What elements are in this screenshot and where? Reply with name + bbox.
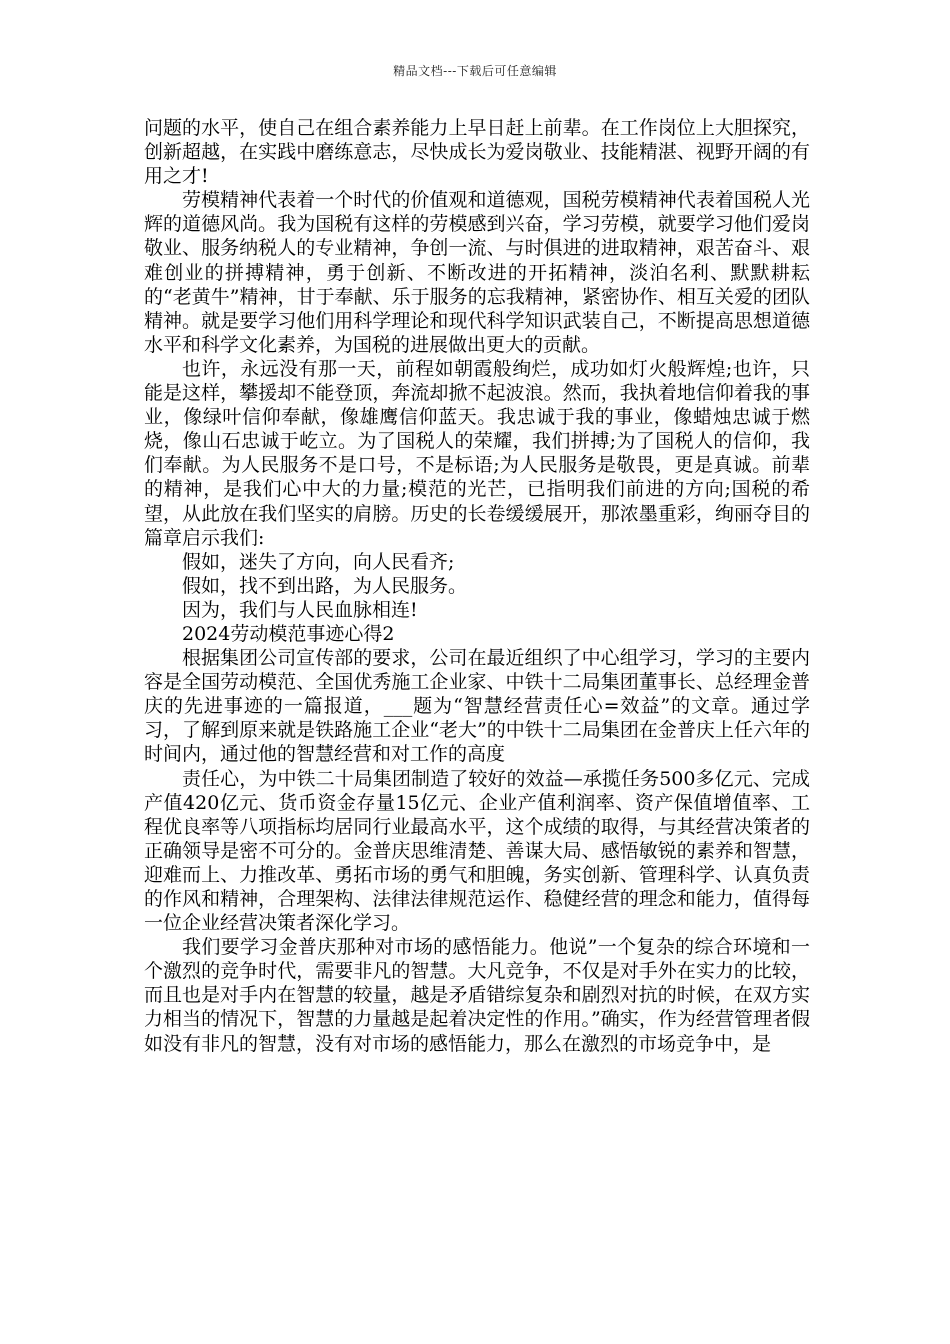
paragraph: 责任心，为中铁二十局集团制造了较好的效益—承揽任务500多亿元、完成产值420亿元、货币资金存量15亿元、企业产值利润率、资产保值增值率、工程优良率等八项指标均居同行业最高水平，这个成绩的取得，与其经营决策者的正确领导是密不可分的。金普庆思维清楚、善谋大局、感悟敏锐的素养和智慧，迎难而上、力推改革、勇拓市场的勇气和胆魄，务实创新、管理科学、认真负责的作风和精神，合理架构、法律法律规范运作、稳健经营的理念和能力，值得每一位企业经营决策者深化学习。	[144, 767, 810, 935]
paragraph: 假如，找不到出路，为人民服务。	[182, 574, 468, 597]
paragraph: 问题的水平，使自己在组合素养能力上早日赶上前辈。在工作岗位上大胆探究，创新超越，在实践中磨练意志，尽快成长为爱岗敬业、技能精湛、视野开阔的有用之才!	[144, 117, 810, 188]
paragraph: 根据集团公司宣传部的要求，公司在最近组织了中心组学习，学习的主要内容是全国劳动模范、全国优秀施工企业家、中铁十二局集团董事长、总经理金普庆的先进事迹的一篇报道，___题为“智慧经营责任心=效益”的文章。通过学习，了解到原来就是铁路施工企业“老大”的中铁十二局集团在金普庆上任六年的时间内，通过他的智慧经营和对工作的高度	[144, 647, 810, 766]
document-body	[144, 116, 810, 1056]
section-heading: 2024劳动模范事迹心得2	[182, 622, 395, 645]
page-header: 精品文档---下载后可任意编辑	[393, 64, 557, 78]
paragraph: 我们要学习金普庆那种对市场的感悟能力。他说”一个复杂的综合环境和一个激烈的竞争时代，需要非凡的智慧。大凡竞争，不仅是对手外在实力的比较，而且也是对手内在智慧的较量，越是矛盾错综复杂和剧烈对抗的时候，在双方实力相当的情况下，智慧的力量越是起着决定性的作用。”确实，作为经营管理者假如没有非凡的智慧，没有对市场的感悟能力，那么在激烈的市场竞争中，是	[144, 936, 810, 1055]
paragraph: 假如，迷失了方向，向人民看齐;	[182, 550, 455, 573]
paragraph: 也许，永远没有那一天，前程如朝霞般绚烂，成功如灯火般辉煌;也许，只能是这样，攀援却不能登顶，奔流却掀不起波浪。然而，我执着地信仰着我的事业，像绿叶信仰奉献，像雄鹰信仰蓝天。我忠诚于我的事业，像蜡烛忠诚于燃烧，像山石忠诚于屹立。为了国税人的荣耀，我们拼搏;为了国税人的信仰，我们奉献。为人民服务不是口号，不是标语;为人民服务是敬畏，更是真诚。前辈的精神，是我们心中大的力量;模范的光芒，已指明我们前进的方向;国税的希望，从此放在我们坚实的肩膀。历史的长卷缓缓展开，那浓墨重彩，绚丽夺目的篇章启示我们:	[144, 357, 810, 549]
paragraph: 劳模精神代表着一个时代的价值观和道德观，国税劳模精神代表着国税人光辉的道德风尚。我为国税有这样的劳模感到兴奋，学习劳模，就要学习他们爱岗敬业、服务纳税人的专业精神，争创一流、与时俱进的进取精神，艰苦奋斗、艰难创业的拼搏精神，勇于创新、不断改进的开拓精神，淡泊名利、默默耕耘的“老黄牛”精神，甘于奉献、乐于服务的忘我精神，紧密协作、相互关爱的团队精神。就是要学习他们用科学理论和现代科学知识武装自己，不断提高思想道德水平和科学文化素养，为国税的进展做出更大的贡献。	[144, 189, 810, 356]
paragraph: 因为，我们与人民血脉相连!	[182, 598, 418, 621]
